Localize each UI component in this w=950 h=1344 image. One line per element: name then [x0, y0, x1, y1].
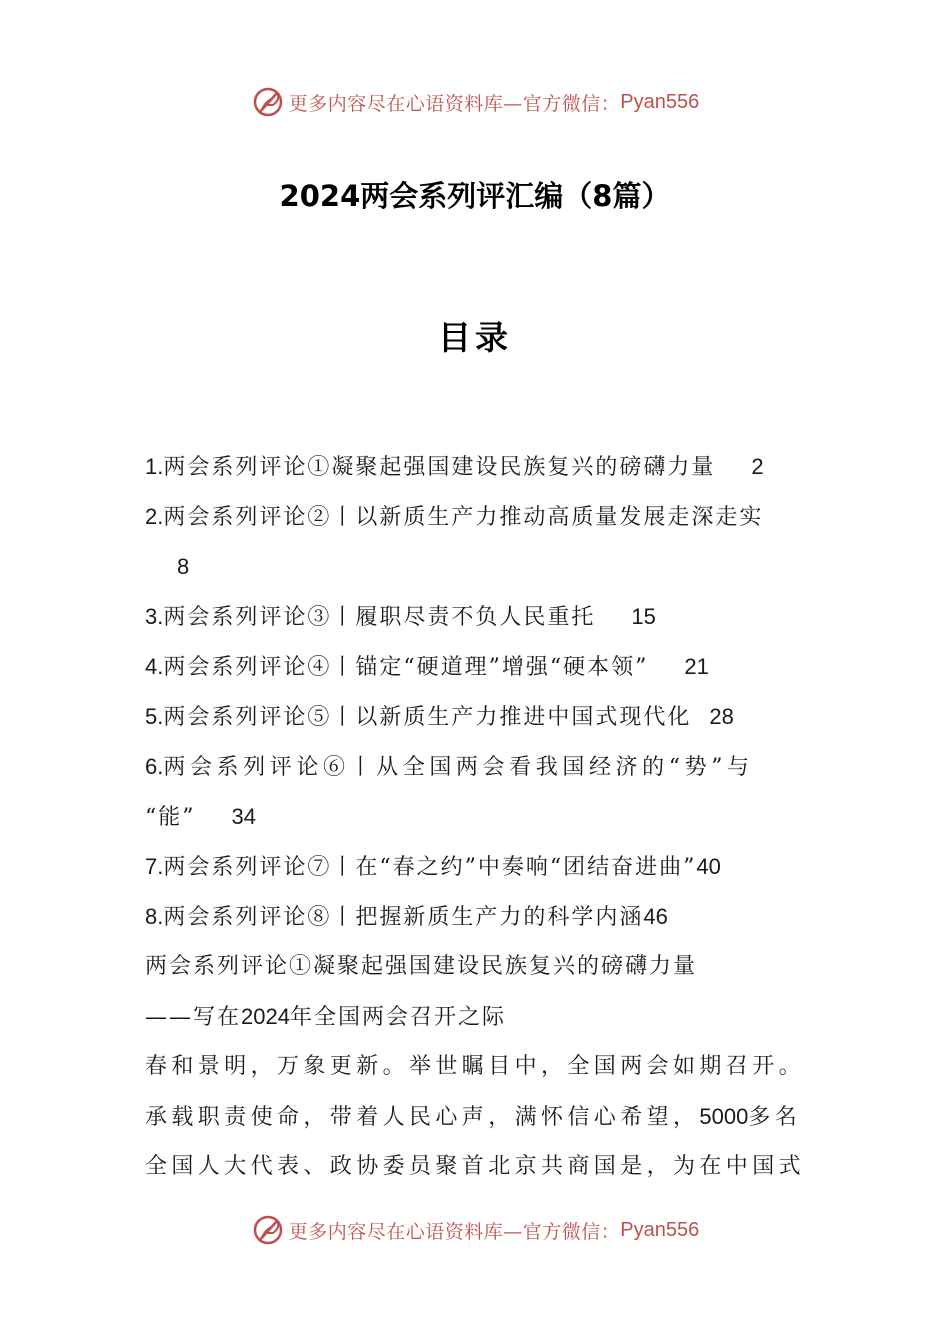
- toc-page-number: 2: [751, 454, 764, 479]
- toc-entry-2[interactable]: 2.两会系列评论②丨以新质生产力推动高质量发展走深走实: [145, 504, 764, 530]
- document-title: 2024两会系列评汇编（8篇）: [279, 179, 671, 213]
- watermark-banner-bottom: [0, 1210, 950, 1250]
- toc-page-number: 40: [696, 854, 721, 879]
- table-of-contents: [145, 446, 815, 946]
- watermark-account: Pyan556: [620, 90, 700, 113]
- toc-page-number: 46: [643, 904, 668, 929]
- toc-page-number: 28: [709, 704, 734, 729]
- toc-entry-8[interactable]: 8.两会系列评论⑧丨把握新质生产力的科学内涵46: [145, 904, 668, 930]
- watermark-text: 更多内容尽在心语资料库—官方微信：: [288, 1220, 621, 1243]
- article-body: [145, 946, 815, 1196]
- toc-page-number: 34: [231, 804, 256, 829]
- quill-logo-icon: [251, 1213, 285, 1247]
- article-subtitle: ——写在2024年全国两会召开之际: [145, 1004, 506, 1030]
- toc-entry-3[interactable]: 3.两会系列评论③丨履职尽责不负人民重托 15: [145, 604, 656, 630]
- article-heading: 两会系列评论①凝聚起强国建设民族复兴的磅礴力量: [145, 954, 698, 979]
- paragraph-line: 承载职责使命，带着人民心声，满怀信心希望，5000多名: [145, 1104, 802, 1130]
- toc-page-number: 8: [177, 554, 190, 579]
- toc-entry-6[interactable]: 6.两会系列评论⑥丨从全国两会看我国经济的“势”与: [145, 754, 754, 780]
- toc-entry-7[interactable]: 7.两会系列评论⑦丨在“春之约”中奏响“团结奋进曲”40: [145, 854, 721, 880]
- watermark-banner-top: [0, 82, 950, 122]
- paragraph-line: 春和景明，万象更新。举世瞩目中，全国两会如期召开。: [145, 1054, 806, 1079]
- toc-entry-5[interactable]: 5.两会系列评论⑤丨以新质生产力推进中国式现代化 28: [145, 704, 734, 730]
- toc-entry-2-page[interactable]: [145, 546, 815, 596]
- watermark-text: 更多内容尽在心语资料库—官方微信：: [288, 92, 621, 115]
- watermark-account: Pyan556: [620, 1218, 700, 1241]
- toc-entry-4[interactable]: 4.两会系列评论④丨锚定“硬道理”增强“硬本领” 21: [145, 654, 709, 680]
- paragraph-line: 全国人大代表、政协委员聚首北京共商国是，为在中国式: [145, 1154, 806, 1179]
- toc-page-number: 15: [631, 604, 656, 629]
- quill-logo-icon: [251, 85, 285, 119]
- toc-page-number: 21: [684, 654, 709, 679]
- toc-entry-1[interactable]: 1.两会系列评论①凝聚起强国建设民族复兴的磅礴力量 2: [145, 454, 764, 480]
- toc-heading: 目录: [438, 318, 512, 357]
- toc-entry-6-cont[interactable]: “能” 34: [145, 804, 256, 830]
